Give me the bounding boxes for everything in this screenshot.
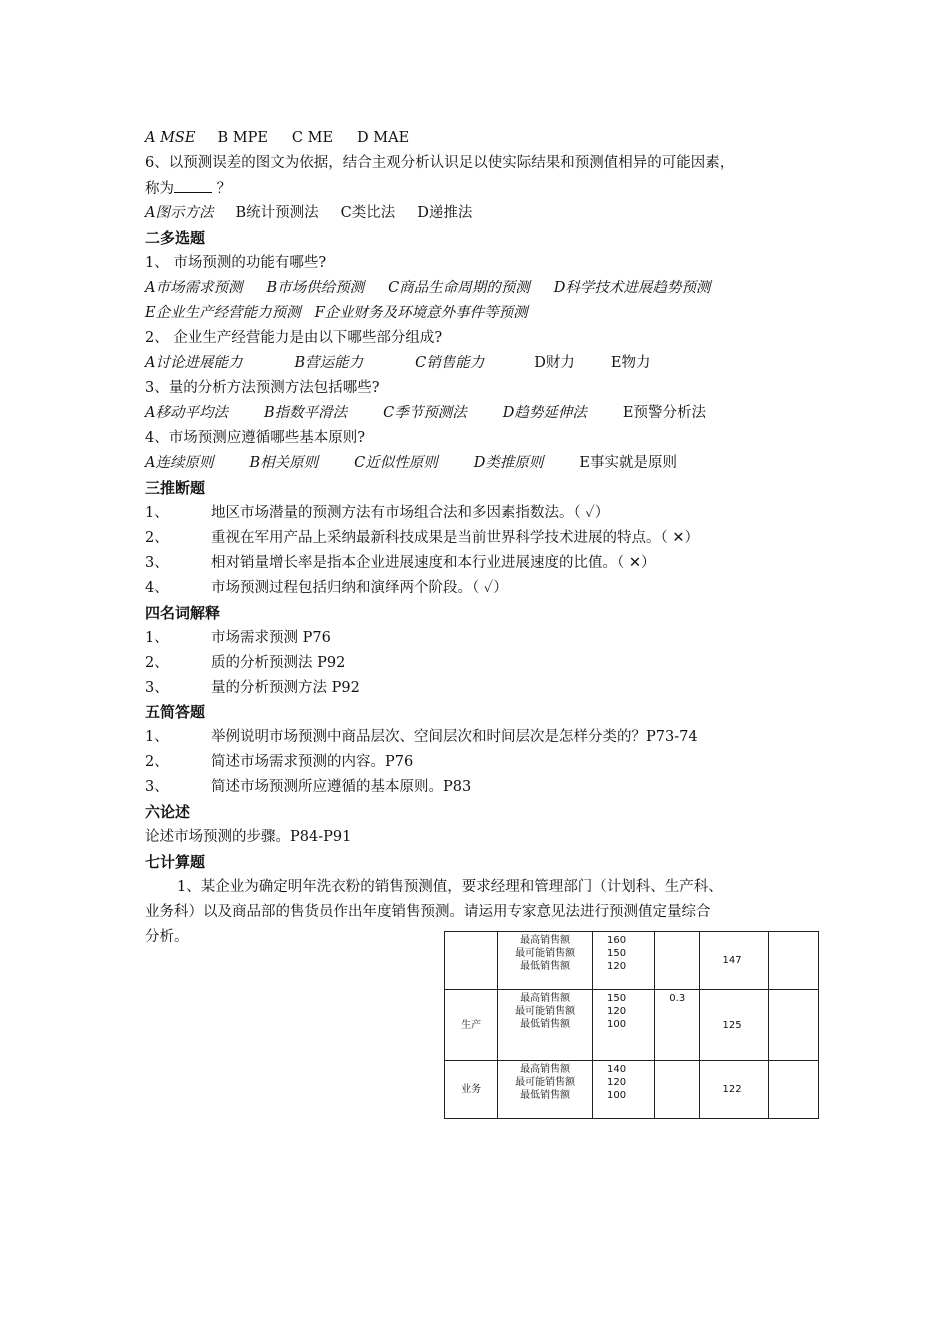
mc-q3-option-a: A移动平均法 bbox=[145, 405, 228, 421]
empty-cell bbox=[768, 932, 818, 990]
mc-q4-option-b: B相关原则 bbox=[249, 455, 319, 471]
mc-q4-option-e: E事实就是原则 bbox=[579, 455, 677, 471]
mc-question-3: 3、量的分析方法预测方法包括哪些? bbox=[145, 380, 380, 396]
q5-options bbox=[145, 128, 409, 148]
mc-q1-option-d: D科学技术进展趋势预测 bbox=[553, 280, 711, 296]
kind-label: 最低销售额 bbox=[520, 1090, 571, 1101]
q5-option-d: D MAE bbox=[357, 130, 410, 146]
kind-label: 最低销售额 bbox=[520, 1019, 571, 1030]
q6-suffix: ？ bbox=[216, 181, 232, 197]
mc-q1-option-f: F企业财务及环境意外事件等预测 bbox=[314, 305, 528, 321]
q6-option-a: A图示方法 bbox=[145, 205, 214, 221]
item-text: 地区市场潜量的预测方法有市场组合法和多因素指数法。（ ✓） bbox=[211, 505, 610, 521]
mc-q2-option-d: D财力 bbox=[534, 355, 575, 371]
calc-paragraph-line: 分析。 bbox=[145, 929, 189, 945]
item-number: 2、 bbox=[145, 530, 169, 546]
short-answer-item bbox=[145, 777, 471, 797]
tf-item bbox=[145, 528, 699, 548]
value: 120 bbox=[606, 1006, 627, 1017]
kind-label: 最可能销售额 bbox=[515, 1006, 576, 1017]
item-number: 1、 bbox=[145, 630, 169, 646]
mc-q1-options-row2 bbox=[145, 303, 528, 323]
value: 100 bbox=[606, 1019, 627, 1030]
section-title-true-false: 三推断题 bbox=[145, 479, 206, 497]
mc-question-2: 2、 企业生产经营能力是由以下哪些部分组成? bbox=[145, 330, 443, 346]
mc-q2-option-c: C销售能力 bbox=[415, 355, 485, 371]
short-answer-item bbox=[145, 752, 413, 772]
value: 140 bbox=[606, 1064, 627, 1075]
mc-q4-options bbox=[145, 453, 677, 473]
kind-label: 最高销售额 bbox=[520, 993, 571, 1004]
empty-cell bbox=[768, 1061, 818, 1119]
item-text: 举例说明市场预测中商品层次、空间层次和时间层次是怎样分类的？P73-74 bbox=[211, 729, 698, 745]
item-text: 市场预测过程包括归纳和演绎两个阶段。（ ✓） bbox=[211, 580, 508, 596]
mc-q3-option-b: B指数平滑法 bbox=[263, 405, 348, 421]
short-answer-item bbox=[145, 727, 698, 747]
q6-line1: 6、以预测误差的图文为依据，结合主观分析认识足以使实际结果和预测值相异的可能因素， bbox=[145, 155, 735, 171]
q6-option-b: B统计预测法 bbox=[235, 205, 319, 221]
kind-label: 最高销售额 bbox=[520, 1064, 571, 1075]
value: 100 bbox=[606, 1090, 627, 1101]
item-text: 相对销量增长率是指本企业进展速度和本行业进展速度的比值。（ ✕） bbox=[211, 555, 656, 571]
average-cell: 122 bbox=[700, 1061, 768, 1119]
definition-item bbox=[145, 653, 345, 673]
sales-kind-cell bbox=[498, 932, 593, 990]
section-title-definitions: 四名词解释 bbox=[145, 604, 221, 622]
kind-label: 最低销售额 bbox=[520, 961, 571, 972]
tf-item bbox=[145, 553, 656, 573]
mc-q2-option-a: A讨论进展能力 bbox=[145, 355, 243, 371]
role-cell bbox=[445, 932, 498, 990]
mc-q2-option-e: E物力 bbox=[610, 355, 651, 371]
q6-option-c: C类比法 bbox=[340, 205, 396, 221]
item-text: 简述市场需求预测的内容。P76 bbox=[211, 754, 414, 770]
item-number: 2、 bbox=[145, 655, 169, 671]
item-number: 1、 bbox=[145, 729, 169, 745]
mc-q2-options bbox=[145, 353, 650, 373]
mc-q3-option-e: E预警分析法 bbox=[622, 405, 706, 421]
item-text: 简述市场预测所应遵循的基本原则。P83 bbox=[211, 779, 472, 795]
item-number: 3、 bbox=[145, 779, 169, 795]
mc-q4-option-c: C近似性原则 bbox=[354, 455, 438, 471]
value-cell bbox=[592, 932, 654, 990]
calc-paragraph-line: 1、某企业为确定明年洗衣粉的销售预测值，要求经理和管理部门（计划科、生产科、 bbox=[177, 879, 723, 895]
table-row bbox=[445, 932, 819, 990]
value-cell bbox=[592, 1061, 654, 1119]
definition-item bbox=[145, 628, 331, 648]
role-cell: 业务 bbox=[445, 1061, 498, 1119]
expert-forecast-table bbox=[444, 931, 819, 1119]
tf-item bbox=[145, 503, 609, 523]
mc-question-4: 4、市场预测应遵循哪些基本原则? bbox=[145, 430, 365, 446]
mc-q1-option-a: A市场需求预测 bbox=[145, 280, 243, 296]
value: 120 bbox=[606, 1077, 627, 1088]
sales-kind-cell bbox=[498, 990, 593, 1061]
mc-question-1: 1、 市场预测的功能有哪些? bbox=[145, 255, 327, 271]
table-row bbox=[445, 1061, 819, 1119]
item-number: 4、 bbox=[145, 580, 169, 596]
average-cell: 125 bbox=[700, 990, 768, 1061]
answer-blank bbox=[174, 178, 212, 193]
value: 150 bbox=[606, 993, 627, 1004]
section-title-calculation: 七计算题 bbox=[145, 853, 206, 871]
q6-option-d: D递推法 bbox=[417, 205, 473, 221]
average-cell: 147 bbox=[700, 932, 768, 990]
item-number: 1、 bbox=[145, 505, 169, 521]
item-number: 3、 bbox=[145, 555, 169, 571]
weight-cell bbox=[655, 1061, 700, 1119]
mc-q3-option-c: C季节预测法 bbox=[383, 405, 467, 421]
tf-item bbox=[145, 578, 508, 598]
q6-options bbox=[145, 203, 472, 223]
mc-q1-option-c: C商品生命周期的预测 bbox=[388, 280, 530, 296]
value-cell bbox=[592, 990, 654, 1061]
value: 160 bbox=[606, 935, 627, 946]
calc-paragraph-line: 业务科）以及商品部的售货员作出年度销售预测。请运用专家意见法进行预测值定量综合 bbox=[145, 904, 711, 920]
mc-q1-options-row1 bbox=[145, 278, 710, 298]
section-title-essay: 六论述 bbox=[145, 803, 191, 821]
mc-q4-option-a: A连续原则 bbox=[145, 455, 214, 471]
weight-cell: 0.3 bbox=[655, 990, 700, 1061]
item-text: 质的分析预测法 P92 bbox=[211, 655, 346, 671]
mc-q1-option-e: E企业生产经营能力预测 bbox=[145, 305, 301, 321]
q5-option-b: B MPE bbox=[217, 130, 268, 146]
section-title-multiple-choice: 二多选题 bbox=[145, 229, 206, 247]
item-text: 重视在军用产品上采纳最新科技成果是当前世界科学技术进展的特点。（ ✕） bbox=[211, 530, 700, 546]
weight-cell bbox=[655, 932, 700, 990]
item-text: 市场需求预测 P76 bbox=[211, 630, 331, 646]
sales-kind-cell bbox=[498, 1061, 593, 1119]
item-text: 量的分析预测方法 P92 bbox=[211, 680, 360, 696]
item-number: 2、 bbox=[145, 754, 169, 770]
empty-cell bbox=[768, 990, 818, 1061]
q5-option-a: A MSE bbox=[145, 130, 196, 146]
mc-q3-options bbox=[145, 403, 706, 423]
kind-label: 最可能销售额 bbox=[515, 1077, 576, 1088]
value: 120 bbox=[606, 961, 627, 972]
kind-label: 最高销售额 bbox=[520, 935, 571, 946]
mc-q2-option-b: B营运能力 bbox=[294, 355, 364, 371]
role-cell: 生产 bbox=[445, 990, 498, 1061]
kind-label: 最可能销售额 bbox=[515, 948, 576, 959]
section-title-short-answer: 五简答题 bbox=[145, 703, 206, 721]
value: 150 bbox=[606, 948, 627, 959]
q6-line2 bbox=[145, 178, 231, 199]
mc-q3-option-d: D趋势延伸法 bbox=[502, 405, 587, 421]
q5-option-c: C ME bbox=[291, 130, 334, 146]
q6-prefix: 称为 bbox=[145, 181, 174, 197]
mc-q4-option-d: D类推原则 bbox=[473, 455, 544, 471]
item-number: 3、 bbox=[145, 680, 169, 696]
mc-q1-option-b: B市场供给预测 bbox=[266, 280, 365, 296]
table-row bbox=[445, 990, 819, 1061]
definition-item bbox=[145, 678, 360, 698]
essay-question: 论述市场预测的步骤。P84-P91 bbox=[145, 829, 352, 845]
